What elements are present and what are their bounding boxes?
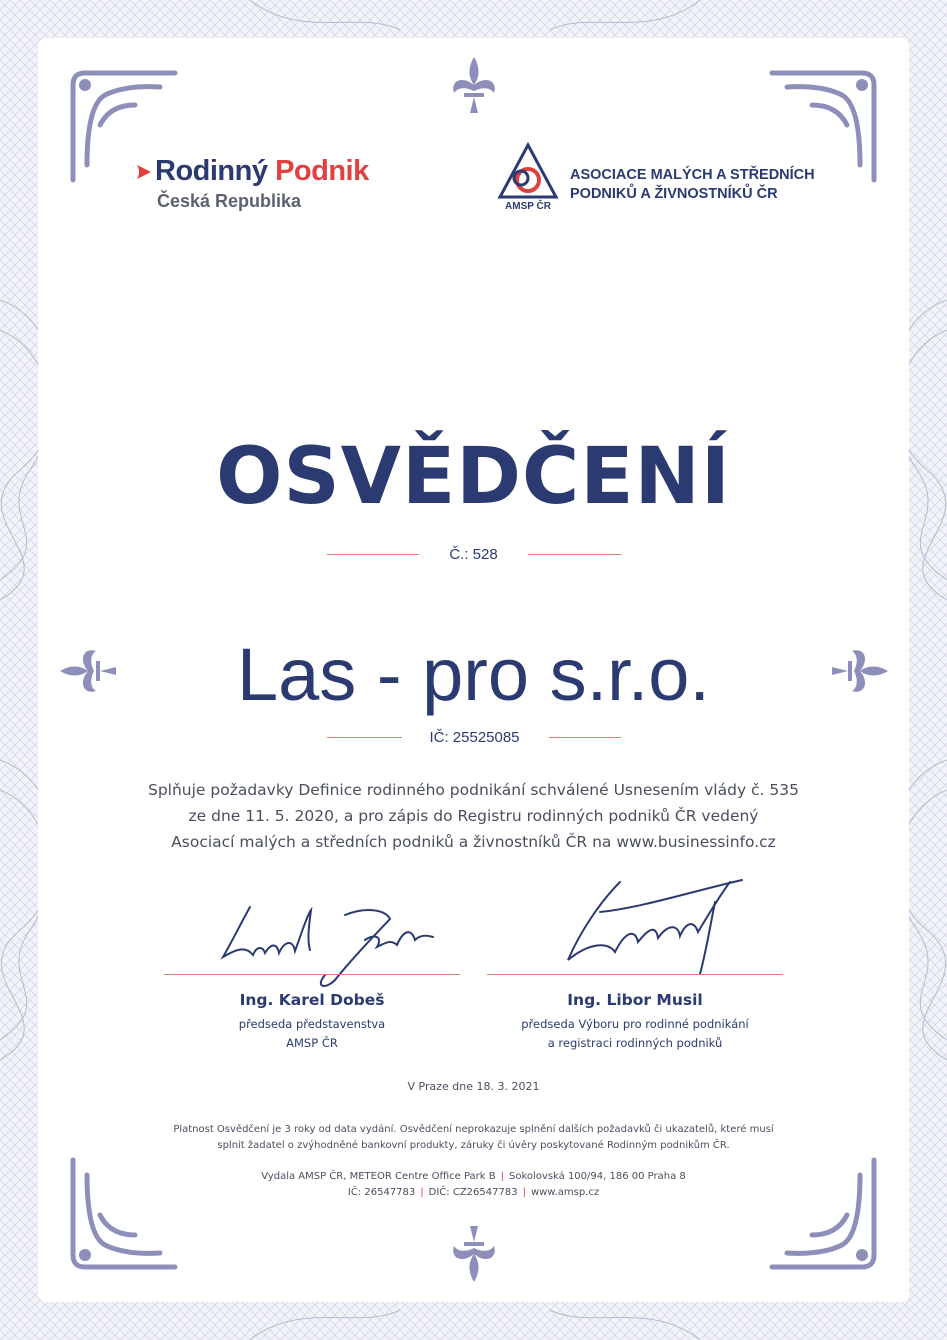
divider xyxy=(327,737,402,738)
fleur-ornament-bottom-icon xyxy=(448,1222,500,1284)
signatory-1-role-line-1: předseda představenstva xyxy=(238,1017,386,1031)
company-ic: IČ: 25525085 xyxy=(429,729,520,746)
logo-subtitle: Česká Republika xyxy=(157,191,302,211)
validity-line: splnit žadatel o zvýhodněné bankovní produkty, záruky či úvěry poskytované Rodinným podnikům ČR. xyxy=(217,1140,730,1151)
issue-date: V Praze dne 18. 3. 2021 xyxy=(407,1080,540,1093)
company-name: Las - pro s.r.o. xyxy=(237,633,710,716)
validity-note xyxy=(150,1122,797,1154)
signature-line xyxy=(487,974,783,975)
footer-issued-by: Vydala AMSP ČR, METEOR Centre Office Park B xyxy=(261,1171,496,1182)
certificate-statement xyxy=(100,777,847,855)
divider xyxy=(327,554,419,555)
signatory-1-name: Ing. Karel Dobeš xyxy=(239,991,385,1009)
footer-ic: IČ: 26547783 xyxy=(347,1187,416,1198)
signature-libor-musil xyxy=(560,872,750,982)
signatory-2-name: Ing. Libor Musil xyxy=(567,991,703,1009)
certificate-title: OSVĚDČENÍ xyxy=(216,432,731,522)
divider xyxy=(549,737,621,738)
rodinny-podnik-logo xyxy=(135,155,405,215)
footer-separator: | xyxy=(420,1187,424,1198)
amsp-name-line-2: PODNIKŮ A ŽIVNOSTNÍKŮ ČR xyxy=(570,186,778,202)
certificate-number: Č.: 528 xyxy=(449,546,498,563)
footer-dic: DIČ: CZ26547783 xyxy=(428,1187,518,1198)
divider xyxy=(528,554,621,555)
footer-separator: | xyxy=(522,1187,526,1198)
logo-word-2: Podnik xyxy=(275,155,369,187)
signatory-2-role-line-2: a registraci rodinných podniků xyxy=(547,1036,723,1050)
amsp-triangle-icon xyxy=(497,142,559,200)
signatory-1-role xyxy=(164,1015,460,1053)
footer-address: Sokolovská 100/94, 186 00 Praha 8 xyxy=(508,1171,686,1182)
statement-line: Splňuje požadavky Definice rodinného podnikání schválené Usnesením vlády č. 535 xyxy=(147,781,799,799)
amsp-name-line-1: ASOCIACE MALÝCH A STŘEDNÍCH xyxy=(570,167,815,183)
amsp-abbreviation: AMSP ČR xyxy=(505,201,551,212)
footer-separator: | xyxy=(500,1171,504,1182)
issuer-footer xyxy=(120,1169,827,1201)
signatory-2-role-line-1: předseda Výboru pro rodinné podnikání xyxy=(521,1017,749,1031)
validity-line: Platnost Osvědčení je 3 roky od data vydání. Osvědčení neprokazuje splnění dalších požadavků či ukazatelů, které musí xyxy=(173,1124,774,1135)
heart-icon xyxy=(135,163,153,181)
statement-line: ze dne 11. 5. 2020, a pro zápis do Registru rodinných podniků ČR vedený xyxy=(188,807,759,825)
logo-word-1: Rodinný xyxy=(155,155,268,187)
amsp-logo xyxy=(495,142,825,220)
signature-line xyxy=(164,974,460,975)
signature-karel-dobes xyxy=(215,895,445,990)
signatory-1-role-line-2: AMSP ČR xyxy=(286,1036,338,1050)
statement-line: Asociací malých a středních podniků a živnostníků ČR na www.businessinfo.cz xyxy=(171,833,776,851)
footer-website-link[interactable]: www.amsp.cz xyxy=(530,1187,600,1198)
signatory-2-role xyxy=(487,1015,783,1053)
fleur-ornament-top-icon xyxy=(448,55,500,117)
